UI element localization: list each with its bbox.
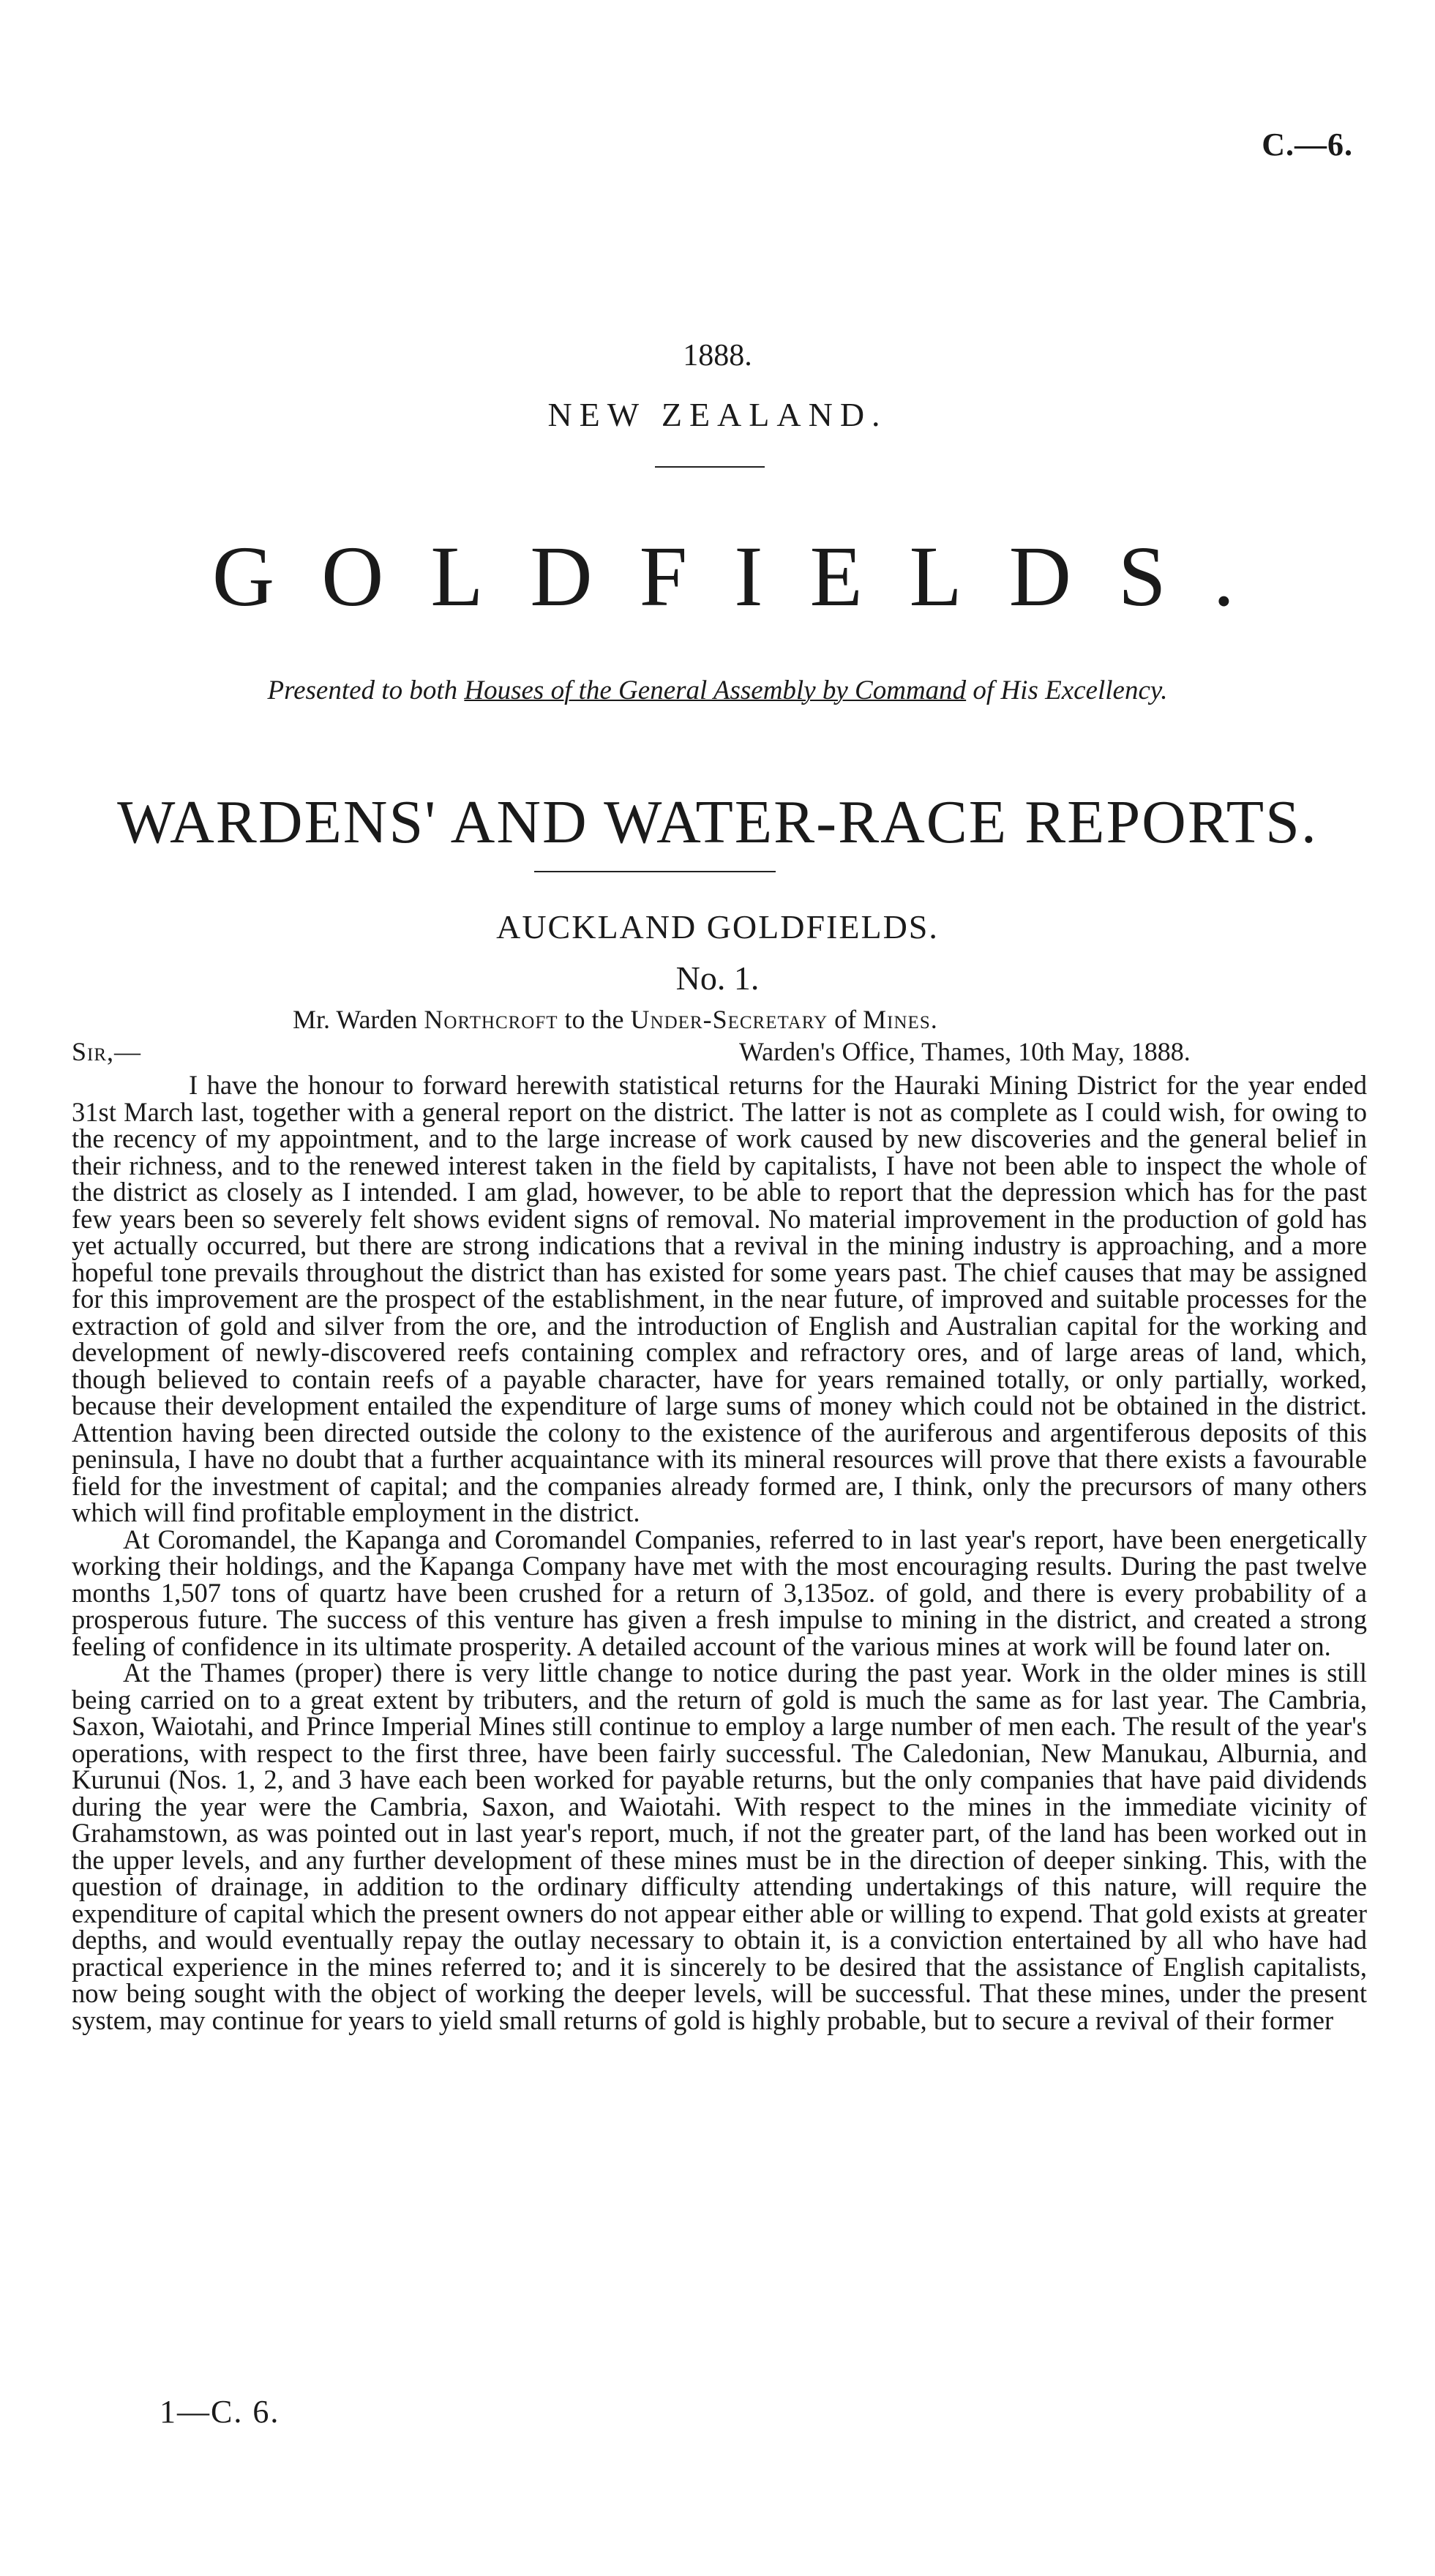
paragraph: I have the honour to forward herewith statistical returns for the Hauraki Mining District for the year ended 31st March last, together with a general report on the district. The latter is not as complete as I could wish, for owing to the recency of my appointment, and to the large increase of work caused by new discoveries and the general belief in their richness, and to the renewed interest taken in the field by capitalists, I have not been able to inspect the whole of the district as closely as I intended. I am glad, however, to be able to report that the depression which has for the past few years been so severely felt shows evident signs of removal. No material improvement in the production of gold has yet actually occurred, but there are strong indications that a revival in the mining industry is approaching, and a more hopeful tone prevails throughout the district than has existed for some years past. The chief causes that may be assigned for this improvement are the prospect of the establishment, in the near future, of improved and suitable processes for the extraction of gold and silver from the ore, and the introduction of English and Australian capital for the working and development of newly-discovered reefs containing complex and refractory ores, and of large areas of land, which, though believed to contain reefs of a payable character, have for years remained totally, or only partially, worked, because their development entailed the expenditure of large sums of money which could not be obtained in the district. Attention having been directed outside the colony to the existence of the auriferous and argentiferous deposits of this peninsula, I have no doubt that a further acquaintance with its mineral resources will prove that there exists a favourable field for the investment of capital; and the companies already formed are, I think, only the precursors of many others which will find profitable employment in the district. (72, 1070, 1367, 1527)
salutation: Sir,— (72, 1037, 142, 1066)
divider-rule (655, 466, 765, 468)
section-title: AUCKLAND GOLDFIELDS. (496, 908, 939, 946)
from-to-line: Mr. Warden Northcroft to the Under-Secretary of Mines. (293, 1005, 938, 1034)
report-body (72, 1072, 1367, 2034)
dateline: Warden's Office, Thames, 10th May, 1888. (739, 1037, 1191, 1066)
country-heading: NEW ZEALAND. (547, 396, 888, 433)
paragraph: At the Thames (proper) there is very little change to notice during the past year. Work in the older mines is still being carried on to a great extent by tributers, and the return of gold is much the same as for last year. The Cambria, Saxon, Waiotahi, and Prince Imperial Mines still continue to employ a large number of men each. The result of the year's operations, with respect to the first three, have been fairly successful. The Caledonian, New Manukau, Alburnia, and Kurunui (Nos. 1, 2, and 3 have each been worked for payable returns, but the only companies that have paid dividends during the year were the Cambria, Saxon, and Waiotahi. With respect to the mines in the immediate vicinity of Grahamstown, as was pointed out in last year's report, much, if not the greater part, of the land has been worked out in the upper levels, and any further development of these mines must be in the direction of deeper sinking. This, with the question of drainage, in addition to the ordinary difficulty attending undertakings of this nature, will require the expenditure of capital which the present owners do not appear either able or willing to expend. That gold exists at greater depths, and would eventually repay the outlay necessary to obtain it, is a conviction entertained by all who have had practical experience in the mines referred to; and it is sincerely to be desired that the assistance of English capitalists, now being sought with the object of working the deeper levels, will be successful. That these mines, under the present system, may continue for years to yield small returns of gold is highly probable, but to secure a revival of their former (72, 1658, 1368, 2035)
presented-prefix: Presented to both (267, 675, 465, 705)
warden-name: Northcroft (424, 1005, 558, 1034)
presented-underlined: Houses of the General Assembly by Command (464, 675, 967, 705)
presented-suffix: of His Excellency. (966, 675, 1168, 705)
paragraph: At Coromandel, the Kapanga and Coromandel Companies, referred to in last year's report, have been energetically working their holdings, and the Kapanga Company have met with the most encouraging results. During the past twelve months 1,507 tons of quartz have been crushed for a return of 3,135oz. of gold, and there is every probability of a prosperous future. The success of this venture has given a fresh impulse to mining in the district, and created a strong feeling of confidence in its ultimate prosperity. A detailed account of the various mines at work will be found later on. (72, 1524, 1367, 1661)
presented-line (0, 675, 1435, 706)
section-number: No. 1. (675, 959, 760, 997)
main-title: GOLDFIELDS. (211, 528, 1282, 624)
recipient-title: Under-Secretary (630, 1005, 828, 1034)
report-title: WARDENS' AND WATER-RACE REPORTS. (117, 788, 1318, 856)
page-signature: 1—C. 6. (160, 2394, 280, 2430)
document-reference: C.—6. (1262, 127, 1353, 162)
year: 1888. (683, 339, 752, 372)
divider-rule (534, 871, 776, 872)
